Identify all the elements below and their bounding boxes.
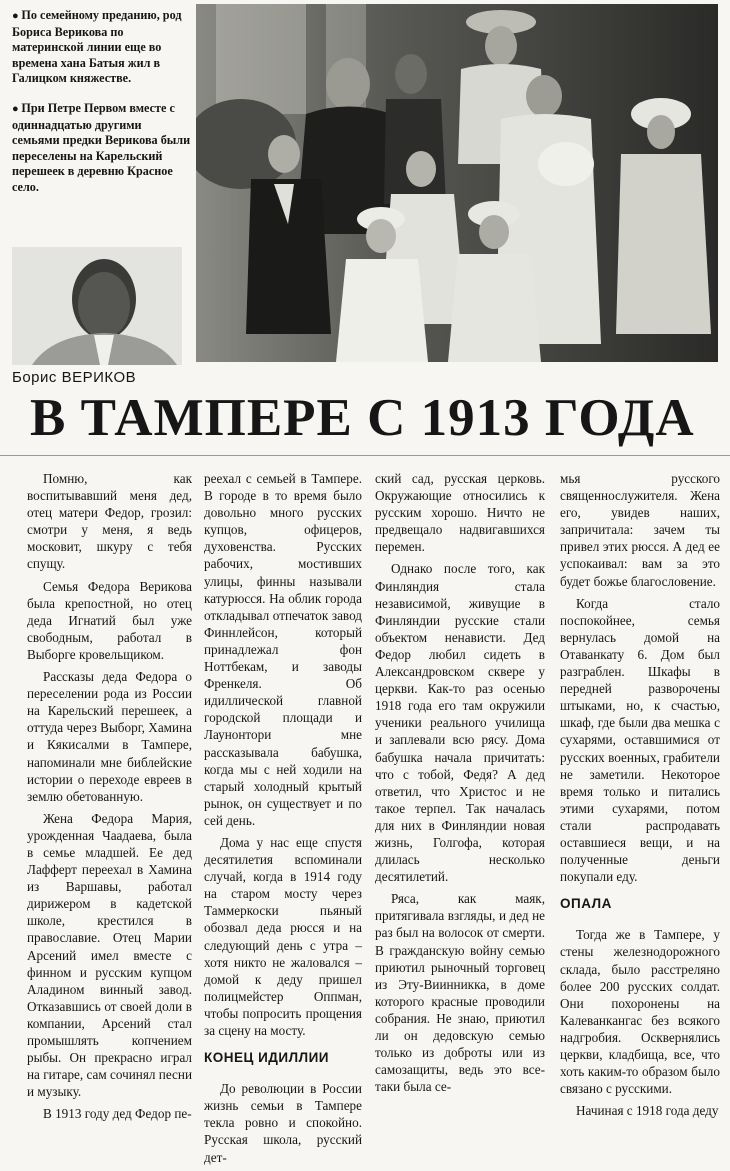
family-photo-image: [196, 4, 718, 362]
paragraph: Помню, как воспитывавший меня дед, отец матери Федор, грозил: смотри у меня, я ведь московит, шкуру с тебя спущу.: [27, 471, 192, 572]
paragraph: мья русского священнослужителя. Жена его, увидев наших, запричитала: зачем ты привел этих рюсся. А дед ее успокаивал: вам за это будет божье благословение.: [560, 471, 720, 589]
paragraph: Однако после того, как Финляндия стала независимой, живущие в Финляндии русские стали объектом ненависти. Дед Федор любил сидеть в Александровском сквере у церкви. Как-то раз осенью 1918 года его там окружили ученики реального училища и заплевали всю рясу. Дома бабушка начала причитать: что с тобой, Федя? А дед ответил, что Христос и не такое терпел. Так началась для них в Финляндии новая жизнь, Голгофа, которая длилась несколько десятилетий.: [375, 561, 545, 885]
paragraph: Семья Федора Верикова была крепостной, но отец деда Игнатий был уже свободным, работал в Выборге кровельщиком.: [27, 578, 192, 662]
paragraph: ский сад, русская церковь. Окружающие относились к русским хорошо. Ничто не предвещало надвигавшихся перемен.: [375, 471, 545, 555]
paragraph: Ряса, как маяк, притягивала взгляды, и дед не раз был на волосок от смерти. В гражданскую войну семью приютил рыночный торговец из Эту-Виинникка, в доме которого красные проводили собрания. Не знаю, приютил ли он дедовскую семью только из доброты или из самозащиты, ведь это все-таки была се-: [375, 891, 545, 1095]
section-heading: ОПАЛА: [560, 896, 612, 912]
author-portrait: [12, 247, 182, 365]
headline: В ТАМПЕРЕ С 1913 ГОДА: [30, 389, 695, 447]
article-column-1: [27, 470, 192, 1127]
article-column-3: [375, 470, 545, 1100]
bullet-icon: ●: [12, 102, 22, 115]
article-column-2: [204, 470, 362, 1171]
article-column-4: [560, 470, 720, 1124]
paragraph: Дома у нас еще спустя десятилетия вспоминали случай, когда в 1914 году на старом мосту через Таммеркоски пьяный обозвал деда рюсся и на следующий день с утра – хотя никто не жаловался – домой к деду пришел полицмейстер Оппман, чтобы попросить прощения за сцену на мосту.: [204, 834, 362, 1038]
fact-1: ● По семейному преданию, род Бориса Верикова по материнской линии еще во времена хана Батыя жил в Галицком княжестве.: [12, 8, 182, 86]
byline: Борис ВЕРИКОВ: [12, 369, 137, 386]
paragraph: реехал с семьей в Тампере. В городе в то время было довольно много русских купцов, офицеров, духовенства. Русских рабочих, мостивших улицы, финны называли катурюсся. На облик города откладывал отпечаток завод Финнлейсон, который принадлежал фон Ноттбекам, и заводы Френкеля. Об идиллической главной городской площади и Лаунонтори мне рассказывала бабушка, когда мы с ней ходили на старый холодный крытый рынок, он существует и по сей день.: [204, 471, 362, 828]
paragraph: Когда стало поспокойнее, семья вернулась домой на Отаванкату 6. Дом был разграблен. Шкафы в передней разворочены штыками, но, к счастью, шкаф, где были два мешка с сухарями, оставшимися от русских военных, грабители не заметили. Некоторое время только и питались этими сухарями, потом стали распродавать оставшиеся вещи, и на полученные деньги покупали еду.: [560, 595, 720, 885]
paragraph: Тогда же в Тампере, у стены железнодорожного склада, было расстреляно более 200 русских солдат. Они похоронены на Калеванкангас без всякого надгробия. Осквернялись церкви, кладбища, все, что хоть каким-то образом было связано с русскими.: [560, 927, 720, 1097]
section-heading: КОНЕЦ ИДИЛЛИИ: [204, 1050, 329, 1066]
paragraph: В 1913 году дед Федор пе-: [43, 1106, 192, 1122]
fact-2: ● При Петре Первом вместе с одиннадцатью другими семьями предки Верикова были переселены на Карельский перешеек в деревню Красное село.: [12, 100, 191, 194]
paragraph: Рассказы деда Федора о переселении рода из России на Карельский перешеек, а оттуда через Выборг, Хамина и Кякисалми в Тампере, напоминали мне библейские истории о переходе евреев в землю обетованную.: [27, 669, 192, 804]
divider: [0, 455, 730, 456]
bullet-icon: ●: [12, 10, 22, 22]
paragraph: Начиная с 1918 года деду: [576, 1103, 719, 1119]
paragraph: Жена Федора Мария, урожденная Чаадаева, была в семье младшей. Ее дед Лафферт переехал в Хамина из Варшавы, работал дирижером в кадетской школе, крестился в православие. Отец Марии Арсений имел вместе с финном и русским купцом Аладином винный завод. Отказавшись от своей доли в компании, Арсений стал промышлять копчением рыбы. Он прекрасно играл на гитаре, сам сочинял песни и музыку.: [27, 810, 193, 1100]
family-photo: [196, 4, 718, 362]
sidebar-facts: [12, 8, 192, 210]
paragraph: До революции в России жизнь семьи в Тампере текла ровно и спокойно. Русская школа, русский дет-: [204, 1081, 362, 1165]
author-portrait-image: [12, 247, 182, 365]
